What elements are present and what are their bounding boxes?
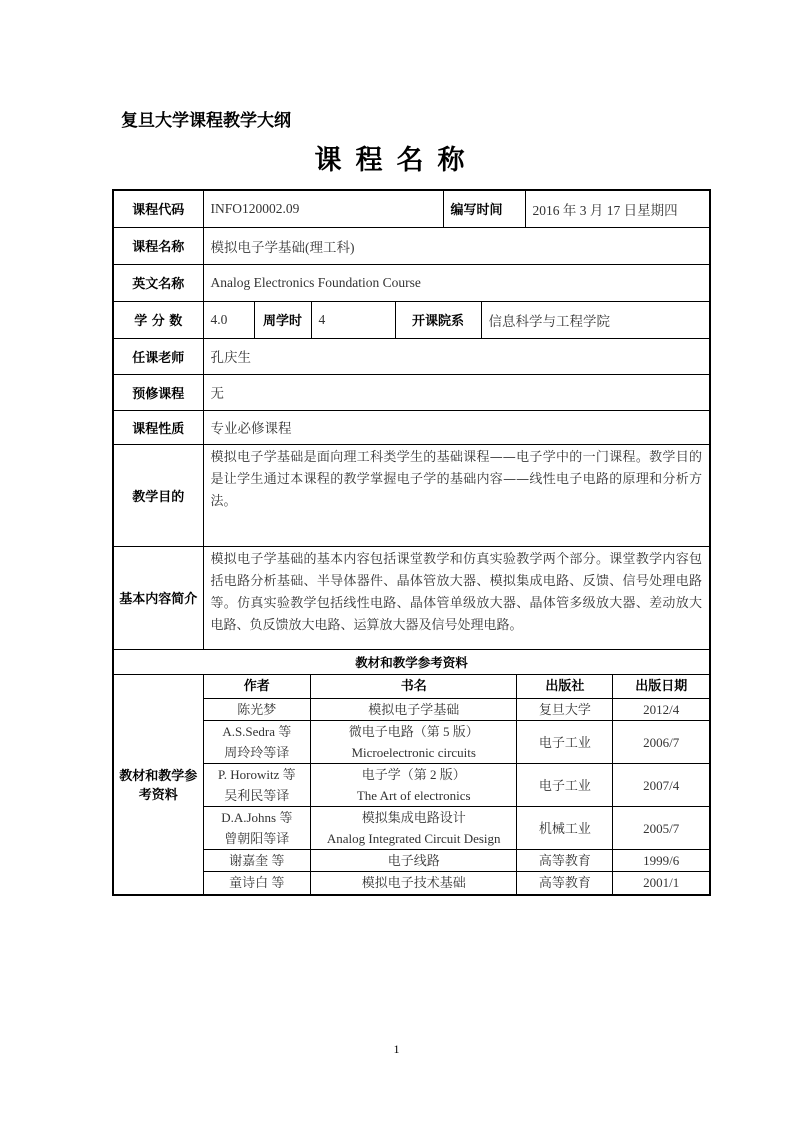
row-course-name xyxy=(113,227,710,264)
teaching-goal-text: 模拟电子学基础是面向理工科类学生的基础课程——电子学中的一门课程。教学目的是让学生通过本课程的教学掌握电子学的基础内容——线性电子电路的原理和分析方法。 xyxy=(203,444,710,546)
ref-publisher: 复旦大学 xyxy=(517,699,613,721)
ref-title-line1: 微电子电路（第 5 版） xyxy=(348,724,479,739)
department-label: 开课院系 xyxy=(395,301,481,338)
column-header-date: 出版日期 xyxy=(613,675,709,699)
row-course-code xyxy=(113,190,710,227)
ref-author-line2: 周玲玲等译 xyxy=(224,745,290,760)
ref-title-line1: 模拟集成电路设计 xyxy=(361,810,466,825)
course-name-value: 模拟电子学基础(理工科) xyxy=(203,227,710,264)
row-course-type xyxy=(113,410,710,444)
ref-publisher: 机械工业 xyxy=(517,807,613,850)
ref-date: 1999/6 xyxy=(613,850,709,872)
course-type-value: 专业必修课程 xyxy=(203,410,710,444)
ref-author: 谢嘉奎 等 xyxy=(204,850,311,872)
ref-author-line2: 吴利民等译 xyxy=(224,788,290,803)
ref-title-line2: Microelectronic circuits xyxy=(351,745,476,760)
ref-title xyxy=(311,764,517,807)
university-syllabus-header: 复旦大学课程教学大纲 xyxy=(121,111,291,131)
ref-title xyxy=(311,807,517,850)
prerequisites-value: 无 xyxy=(203,374,710,410)
references-side-label: 教材和教学参考资料 xyxy=(113,674,203,895)
table-row xyxy=(204,872,710,894)
content-summary-label: 基本内容简介 xyxy=(113,546,203,649)
ref-date: 2001/1 xyxy=(613,872,709,894)
english-name-label: 英文名称 xyxy=(113,264,203,301)
column-header-author: 作者 xyxy=(204,675,311,699)
department-value: 信息科学与工程学院 xyxy=(481,301,710,338)
syllabus-table xyxy=(112,189,711,896)
teacher-value: 孔庆生 xyxy=(203,338,710,374)
table-row xyxy=(204,699,710,721)
column-header-title: 书名 xyxy=(311,675,517,699)
ref-title xyxy=(311,721,517,764)
ref-date: 2005/7 xyxy=(613,807,709,850)
ref-author xyxy=(204,764,311,807)
row-content-summary xyxy=(113,546,710,649)
references-section-title: 教材和教学参考资料 xyxy=(113,649,710,674)
english-name-value: Analog Electronics Foundation Course xyxy=(203,264,710,301)
ref-date: 2007/4 xyxy=(613,764,709,807)
ref-publisher: 电子工业 xyxy=(517,764,613,807)
written-time-value: 2016 年 3 月 17 日星期四 xyxy=(525,190,710,227)
course-code-value: INFO120002.09 xyxy=(203,190,443,227)
ref-publisher: 高等教育 xyxy=(517,872,613,894)
prerequisites-label: 预修课程 xyxy=(113,374,203,410)
ref-title: 电子线路 xyxy=(311,850,517,872)
course-code-label: 课程代码 xyxy=(113,190,203,227)
ref-title-line1: 电子学（第 2 版） xyxy=(361,767,466,782)
references-table-cell xyxy=(203,674,710,895)
ref-author-line1: A.S.Sedra 等 xyxy=(222,724,292,739)
ref-author: 童诗白 等 xyxy=(204,872,311,894)
weekly-hours-value: 4 xyxy=(311,301,395,338)
weekly-hours-label: 周学时 xyxy=(254,301,311,338)
ref-title-line2: The Art of electronics xyxy=(356,788,471,803)
ref-date: 2012/4 xyxy=(613,699,709,721)
ref-title: 模拟电子技术基础 xyxy=(311,872,517,894)
course-name-label: 课程名称 xyxy=(113,227,203,264)
ref-author-line1: P. Horowitz 等 xyxy=(217,767,296,782)
teacher-label: 任课老师 xyxy=(113,338,203,374)
ref-author xyxy=(204,721,311,764)
references-table xyxy=(204,675,710,894)
ref-publisher: 电子工业 xyxy=(517,721,613,764)
ref-author xyxy=(204,807,311,850)
table-row xyxy=(204,807,710,850)
ref-title: 模拟电子学基础 xyxy=(311,699,517,721)
ref-author-line2: 曾朝阳等译 xyxy=(224,831,290,846)
row-references xyxy=(113,674,710,895)
ref-date: 2006/7 xyxy=(613,721,709,764)
table-row xyxy=(204,850,710,872)
ref-publisher: 高等教育 xyxy=(517,850,613,872)
document-title: 课程名称 xyxy=(314,145,479,176)
teaching-goal-label: 教学目的 xyxy=(113,444,203,546)
column-header-publisher: 出版社 xyxy=(517,675,613,699)
table-row xyxy=(204,764,710,807)
course-type-label: 课程性质 xyxy=(113,410,203,444)
page-number: 1 xyxy=(393,1042,400,1056)
row-prerequisites xyxy=(113,374,710,410)
row-teacher xyxy=(113,338,710,374)
table-row xyxy=(204,721,710,764)
row-credits xyxy=(113,301,710,338)
row-references-heading xyxy=(113,649,710,674)
credits-label: 学 分 数 xyxy=(113,301,203,338)
references-header-row xyxy=(204,675,710,699)
ref-title-line2: Analog Integrated Circuit Design xyxy=(326,831,501,846)
row-english-name xyxy=(113,264,710,301)
written-time-label: 编写时间 xyxy=(443,190,525,227)
ref-author-line1: D.A.Johns 等 xyxy=(221,810,293,825)
ref-author: 陈光梦 xyxy=(204,699,311,721)
row-teaching-goal xyxy=(113,444,710,546)
content-summary-text: 模拟电子学基础的基本内容包括课堂教学和仿真实验教学两个部分。课堂教学内容包括电路分析基础、半导体器件、晶体管放大器、模拟集成电路、反馈、信号处理电路等。仿真实验教学包括线性电路、晶体管单级放大器、晶体管多级放大器、差动放大电路、负反馈放大电路、运算放大器及信号处理电路。 xyxy=(203,546,710,649)
credits-value: 4.0 xyxy=(203,301,254,338)
